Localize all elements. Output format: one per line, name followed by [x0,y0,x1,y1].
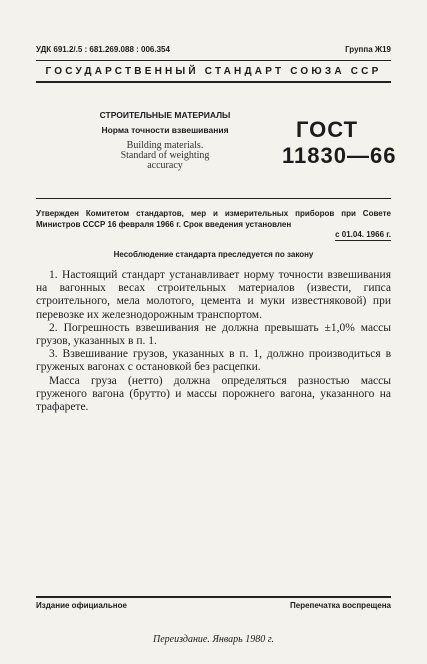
reissue-note: Переиздание. Январь 1980 г. [153,634,274,645]
official-edition: Издание официальное [36,601,127,610]
title-en-line1: Building materials. [126,140,204,151]
footer-rule [36,596,391,598]
group-code: Группа Ж19 [345,45,391,54]
gost-number: 11830—66 [282,143,397,168]
title-rule [36,198,391,199]
reprint-prohibited: Перепечатка воспрещена [290,601,391,610]
paragraph-3: 3. Взвешивание грузов, указанных в п. 1, должно производиться в груженых вагонах с остановкой без расцепки. [36,348,391,374]
legal-warning: Несоблюдение стандарта преследуется по закону [113,250,314,259]
state-standard-heading: ГОСУДАРСТВЕННЫЙ СТАНДАРТ СОЮЗА ССР [45,66,382,77]
udk-code: УДК 691.2/.5 : 681.269.088 : 006.354 [36,45,170,54]
title-ru: СТРОИТЕЛЬНЫЕ МАТЕРИАЛЫ [99,110,231,120]
top-rule [36,60,391,61]
approval-text: Утвержден Комитетом стандартов, мер и измерительных приборов при Совете Министров СССР 16 февраля 1966 г. Срок введения установлен [36,209,391,229]
paragraph-4: Масса груза (нетто) должна определяться разностью массы груженого вагона (брутто) и массы порожнего вагона, указанного на трафарете. [36,374,391,414]
title-en-line2: Standard of weighting [120,150,210,161]
title-block [90,110,240,171]
heading-rule [36,81,391,83]
standard-body [36,269,391,414]
subtitle-ru: Норма точности взвешивания [101,125,229,135]
gost-label: ГОСТ [296,117,359,142]
paragraph-2: 2. Погрешность взвешивания не должна превышать ±1,0% массы грузов, указанных в п. 1. [36,321,391,348]
paragraph-1: 1. Настоящий стандарт устанавливает норму точности взвешивания на вагонных весах строительных материалов (извести, гипса строительного, мела молотого, цемента и муки известняковой) при перевозке их железнодорожным транспортом. [36,269,391,321]
effective-date: с 01.04. 1966 г. [335,230,391,239]
title-en-line3: accuracy [147,160,183,171]
